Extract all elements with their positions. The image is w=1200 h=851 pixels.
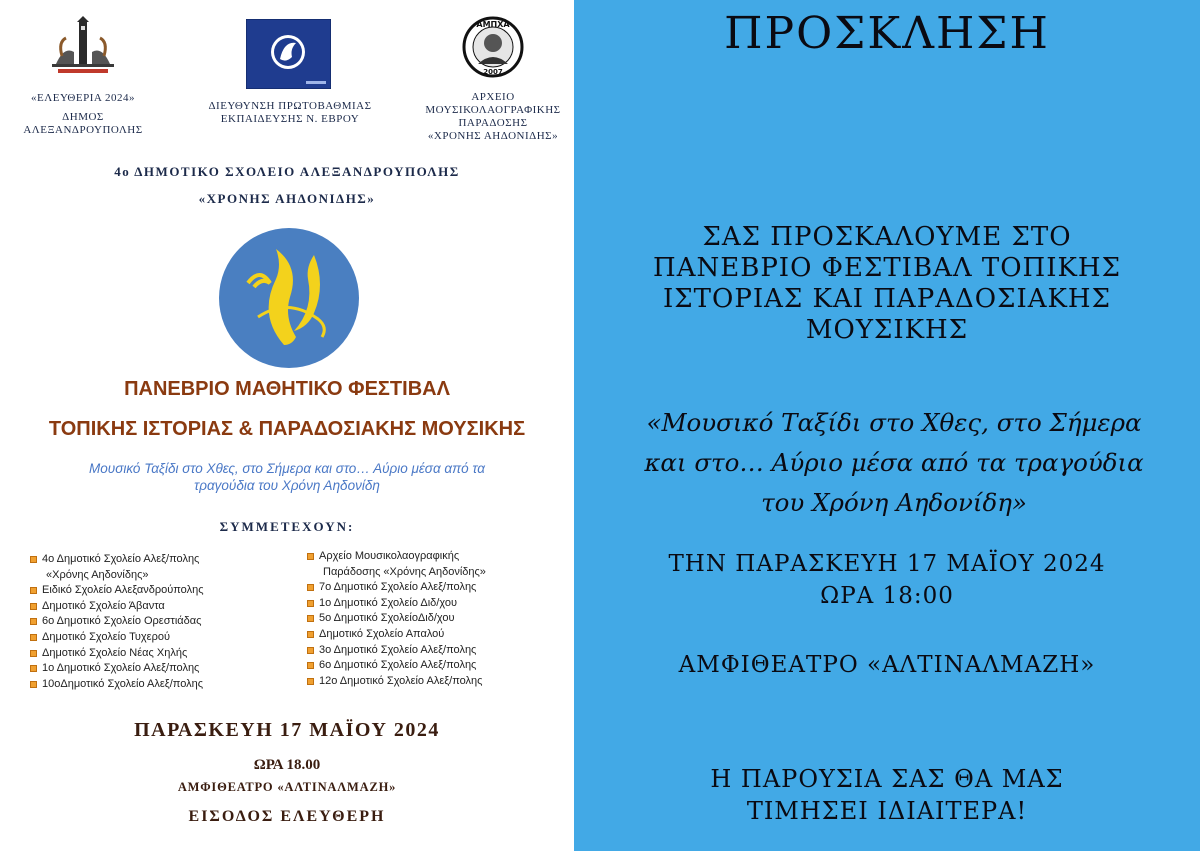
participants-list-left xyxy=(30,552,204,692)
participant-name: 3ο Δημοτικό Σχολείο Αλεξ/πολης xyxy=(319,643,477,656)
festival-title-line1: ΠΑΝΕΒΡΙΟ ΜΑΘΗΤΙΚΟ ΦΕΣΤΙΒΑΛ xyxy=(124,378,450,400)
participant-item xyxy=(307,643,486,659)
square-bullet-icon xyxy=(30,665,37,672)
square-bullet-icon xyxy=(307,678,314,685)
participant-name: 12ο Δημοτικό Σχολείο Αλεξ/πολης xyxy=(319,674,483,687)
square-bullet-icon xyxy=(307,584,314,591)
svg-text:ΑΜΠΧΑ: ΑΜΠΧΑ xyxy=(476,20,510,29)
participants-heading: ΣΥΜΜΕΤΕΧΟΥΝ: xyxy=(219,519,355,534)
invitation-date: ΤΗΝ ΠΑΡΑΣΚΕΥΗ 17 ΜΑΪΟΥ 2024 ΩΡΑ 18:00 xyxy=(668,551,1106,609)
municipality-logo xyxy=(48,16,118,78)
participants-list-right xyxy=(307,549,486,689)
participant-item xyxy=(30,552,204,568)
municipality-caption: «ΕΛΕΥΘΕΡΙΑ 2024» ΔΗΜΟΣ ΑΛΕΞΑΝΔΡΟΥΠΟΛΗΣ xyxy=(23,92,143,136)
participant-name: 6ο Δημοτικό Σχολείο Αλεξ/πολης xyxy=(319,659,477,672)
svg-text:2007: 2007 xyxy=(483,68,503,76)
directorate-caption: ΔΙΕΥΘΥΝΣΗ ΠΡΩΤΟΒΑΘΜΙΑΣ ΕΚΠΑΙΔΕΥΣΗΣ Ν. ΕΒΡΟΥ xyxy=(208,100,372,125)
participant-name: Παράδοσης «Χρόνης Αηδονίδης» xyxy=(323,565,486,578)
participant-item xyxy=(307,549,486,565)
square-bullet-icon xyxy=(307,647,314,654)
participant-item xyxy=(30,614,204,630)
square-bullet-icon xyxy=(307,615,314,622)
school-patron: «ΧΡΟΝΗΣ ΑΗΔΟΝΙΔΗΣ» xyxy=(198,191,376,206)
invitation-panel xyxy=(574,0,1200,851)
participant-name: Ειδικό Σχολείο Αλεξανδρούπολης xyxy=(42,584,204,597)
archive-caption: ΑΡΧΕΙΟ ΜΟΥΣΙΚΟΛΑΟΓΡΑΦΙΚΗΣ ΠΑΡΑΔΟΣΗΣ «ΧΡΟΝΗΣ ΑΗΔΟΝΙΔΗΣ» xyxy=(425,91,561,142)
square-bullet-icon xyxy=(30,587,37,594)
participant-item xyxy=(307,658,486,674)
participant-item xyxy=(30,677,204,693)
festival-subtitle: Μουσικό Ταξίδι στο Χθες, στο Σήμερα και στο… Αύριο μέσα από τα τραγούδια του Χρόνη Αηδονίδη xyxy=(89,461,485,493)
square-bullet-icon xyxy=(307,553,314,560)
square-bullet-icon xyxy=(30,603,37,610)
square-bullet-icon xyxy=(30,556,37,563)
participant-item xyxy=(30,583,204,599)
participant-item xyxy=(30,661,204,677)
participant-name: 1ο Δημοτικό Σχολείο Διδ/χου xyxy=(319,596,457,609)
participant-item xyxy=(307,565,486,581)
participant-name: Δημοτικό Σχολείο Νέας Χηλής xyxy=(42,646,188,659)
participant-name: 4ο Δημοτικό Σχολείο Αλεξ/πολης xyxy=(42,553,200,565)
square-bullet-icon xyxy=(307,662,314,669)
square-bullet-icon xyxy=(30,681,37,688)
festival-poster xyxy=(0,0,574,851)
participant-name: 1ο Δημοτικό Σχολείο Αλεξ/πολης xyxy=(42,662,200,675)
directorate-logo xyxy=(246,19,331,89)
participant-item xyxy=(30,646,204,662)
school-name: 4ο ΔΗΜΟΤΙΚΟ ΣΧΟΛΕΙΟ ΑΛΕΞΑΝΔΡΟΥΠΟΛΗΣ xyxy=(114,164,460,179)
participant-name: 10οΔημοτικό Σχολείο Αλεξ/πολης xyxy=(42,677,204,690)
participant-item xyxy=(307,580,486,596)
archive-seal-logo xyxy=(462,16,524,78)
participant-item xyxy=(307,611,486,627)
square-bullet-icon xyxy=(307,600,314,607)
participant-item xyxy=(307,627,486,643)
participant-name: 5ο Δημοτικό ΣχολείοΔιδ/χου xyxy=(319,612,455,625)
poster-event-venue: ΑΜΦΙΘΕΑΤΡΟ «ΑΛΤΙΝΑΛΜΑΖΗ» xyxy=(177,780,397,794)
participant-name: Δημοτικό Σχολείο Απαλού xyxy=(319,627,445,640)
participant-name: 7ο Δημοτικό Σχολείο Αλεξ/πολης xyxy=(319,581,477,594)
participant-item xyxy=(307,596,486,612)
participant-item xyxy=(30,630,204,646)
participant-name: «Χρόνης Αηδονίδης» xyxy=(46,568,149,581)
square-bullet-icon xyxy=(30,634,37,641)
invitation-lead: ΣΑΣ ΠΡΟΣΚΑΛΟΥΜΕ ΣΤΟ ΠΑΝΕΒΡΙΟ ΦΕΣΤΙΒΑΛ ΤΟΠΙΚΗΣ ΙΣΤΟΡΙΑΣ ΚΑΙ ΠΑΡΑΔΟΣΙΑΚΗΣ ΜΟΥΣΙΚΗΣ xyxy=(653,222,1121,345)
poster-free-entry: ΕΙΣΟΔΟΣ ΕΛΕΥΘΕΡΗ xyxy=(188,808,386,825)
invitation-closing: Η ΠΑΡΟΥΣΙΑ ΣΑΣ ΘΑ ΜΑΣ ΤΙΜΗΣΕΙ ΙΔΙΑΙΤΕΡΑ! xyxy=(710,765,1064,825)
participant-name: Αρχείο Μουσικολαογραφικής xyxy=(319,550,460,562)
participant-item xyxy=(30,568,204,584)
poster-event-time: ΩΡΑ 18.00 xyxy=(253,757,321,773)
square-bullet-icon xyxy=(30,650,37,657)
festival-title-line2: ΤΟΠΙΚΗΣ ΙΣΤΟΡΙΑΣ & ΠΑΡΑΔΟΣΙΑΚΗΣ ΜΟΥΣΙΚΗΣ xyxy=(48,418,526,440)
participant-name: Δημοτικό Σχολείο Άβαντα xyxy=(42,599,165,612)
poster-event-date: ΠΑΡΑΣΚΕΥΗ 17 ΜΑΪΟΥ 2024 xyxy=(134,719,440,741)
participant-name: 6ο Δημοτικό Σχολείο Ορεστιάδας xyxy=(42,615,202,628)
invitation-venue: ΑΜΦΙΘΕΑΤΡΟ «ΑΛΤΙΝΑΛΜΑΖΗ» xyxy=(678,652,1096,678)
invitation-title: ΠΡΟΣΚΛΗΣΗ xyxy=(724,8,1050,59)
square-bullet-icon xyxy=(307,631,314,638)
square-bullet-icon xyxy=(30,618,37,625)
invitation-quote: «Μουσικό Ταξίδι στο Χθες, στο Σήμερα και στο… Αύριο μέσα από τα τραγούδια του Χρόνη Αηδονίδη» xyxy=(644,408,1144,517)
participant-item xyxy=(307,674,486,690)
festival-emblem xyxy=(218,227,360,369)
participant-item xyxy=(30,599,204,615)
participant-name: Δημοτικό Σχολείο Τυχερού xyxy=(42,630,170,643)
